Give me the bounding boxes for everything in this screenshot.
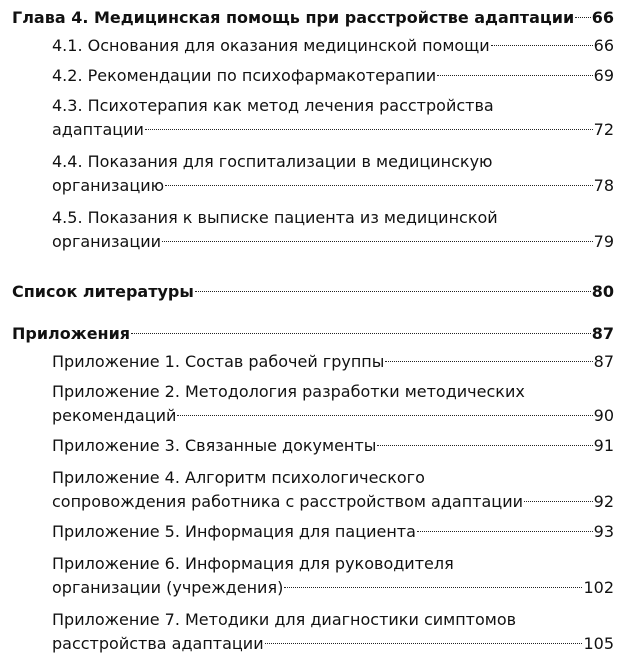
toc-entry-title: 4.2. Рекомендации по психофармакотерапии xyxy=(52,66,437,85)
toc-page-number: 78 xyxy=(593,176,614,195)
dot-leader xyxy=(417,531,593,532)
dot-leader xyxy=(165,185,593,186)
toc-page-number: 66 xyxy=(591,8,614,27)
toc-page-number: 72 xyxy=(593,120,614,139)
dot-leader xyxy=(284,587,582,588)
toc-entry-title-line: Приложение 6. Информация для руководителя xyxy=(52,554,454,573)
dot-leader xyxy=(162,241,593,242)
toc-entry-4-1[interactable] xyxy=(52,34,614,58)
toc-entry-appendix-2[interactable] xyxy=(52,380,614,428)
toc-entry-title-line: Приложение 4. Алгоритм психологического xyxy=(52,468,425,487)
toc-entry-appendix-4[interactable] xyxy=(52,466,614,514)
toc-entry-title-line: организации (учреждения) xyxy=(52,578,284,597)
toc-page-number: 93 xyxy=(593,522,614,541)
toc-page-number: 90 xyxy=(593,406,614,425)
toc-entry-appendix-1[interactable] xyxy=(52,350,614,374)
toc-entry-title: 4.1. Основания для оказания медицинской помощи xyxy=(52,36,490,55)
toc-entry-title-line: расстройства адаптации xyxy=(52,634,264,653)
toc-page-number: 87 xyxy=(591,324,614,343)
dot-leader xyxy=(145,129,593,130)
toc-entry-title: Приложение 5. Информация для пациента xyxy=(52,522,416,541)
toc-entry-4-2[interactable] xyxy=(52,64,614,88)
dot-leader xyxy=(575,17,591,18)
toc-page-number: 87 xyxy=(593,352,614,371)
toc-page-number: 69 xyxy=(593,66,614,85)
toc-entry-title: Список литературы xyxy=(12,282,194,301)
toc-page-number: 66 xyxy=(593,36,614,55)
toc-entry-title-line: организации xyxy=(52,232,162,251)
dot-leader xyxy=(491,45,593,46)
toc-entry-appendix-7[interactable] xyxy=(52,608,614,656)
toc-entry-appendix-3[interactable] xyxy=(52,434,614,458)
toc-entry-title-line: рекомендаций xyxy=(52,406,177,425)
toc-entry-chapter-4[interactable] xyxy=(12,6,614,30)
toc-entry-title: Глава 4. Медицинская помощь при расстройстве адаптации xyxy=(12,8,575,27)
toc-entry-title: Приложения xyxy=(12,324,131,343)
toc-entry-title-line: 4.4. Показания для госпитализации в медицинскую xyxy=(52,152,493,171)
dot-leader xyxy=(177,415,592,416)
toc-page-number: 79 xyxy=(593,232,614,251)
toc-entry-4-5[interactable] xyxy=(52,206,614,254)
toc-entry-title-line: сопровождения работника с расстройством адаптации xyxy=(52,492,523,511)
toc-entry-appendices[interactable] xyxy=(12,322,614,346)
toc-entry-appendix-6[interactable] xyxy=(52,552,614,600)
toc-entry-4-4[interactable] xyxy=(52,150,614,198)
dot-leader xyxy=(265,643,583,644)
toc-entry-title-line: организацию xyxy=(52,176,165,195)
toc-entry-title-line: 4.3. Психотерапия как метод лечения расстройства xyxy=(52,96,494,115)
toc-entry-references[interactable] xyxy=(12,280,614,304)
dot-leader xyxy=(524,501,593,502)
toc-entry-4-3[interactable] xyxy=(52,94,614,142)
toc-page-number: 102 xyxy=(583,578,614,597)
dot-leader xyxy=(437,75,592,76)
toc-page-number: 105 xyxy=(583,634,614,653)
toc-page-number: 92 xyxy=(593,492,614,511)
dot-leader xyxy=(385,361,592,362)
dot-leader xyxy=(377,445,592,446)
toc-entry-title-line: 4.5. Показания к выписке пациента из медицинской xyxy=(52,208,498,227)
toc-entry-title-line: Приложение 2. Методология разработки методических xyxy=(52,382,525,401)
toc-entry-title: Приложение 3. Связанные документы xyxy=(52,436,377,455)
dot-leader xyxy=(131,333,591,334)
toc-entry-title-line: адаптации xyxy=(52,120,144,139)
toc-page-number: 91 xyxy=(593,436,614,455)
dot-leader xyxy=(195,291,591,292)
toc-entry-appendix-5[interactable] xyxy=(52,520,614,544)
toc-entry-title: Приложение 1. Состав рабочей группы xyxy=(52,352,385,371)
toc-page-number: 80 xyxy=(591,282,614,301)
toc-entry-title-line: Приложение 7. Методики для диагностики симптомов xyxy=(52,610,517,629)
